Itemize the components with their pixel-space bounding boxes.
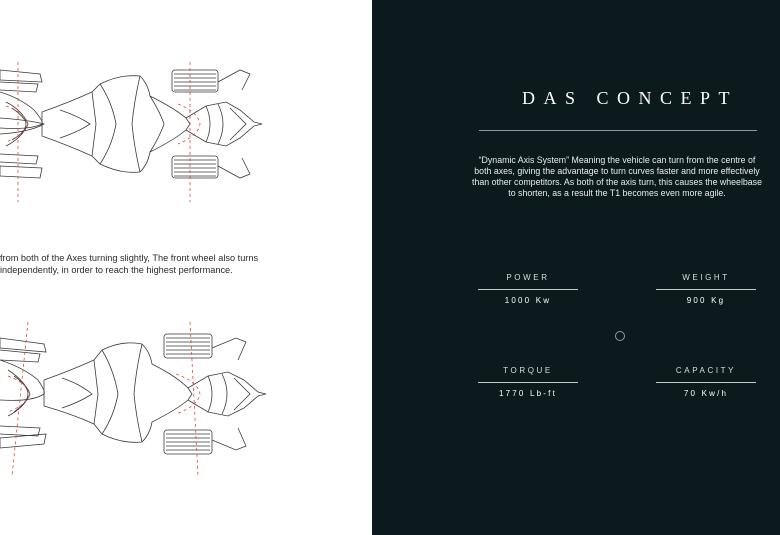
caption-line-1: from both of the Axes turning slightly, The front wheel also turns: [0, 253, 259, 263]
spec-capacity-value: 70 Kw/h: [683, 389, 729, 398]
page-title: DAS CONCEPT: [522, 88, 739, 108]
spec-torque: [478, 366, 578, 398]
spec-capacity-divider: [656, 382, 756, 383]
spec-torque-label: TORQUE: [503, 366, 553, 375]
spec-torque-value: 1770 Lb-ft: [498, 389, 558, 398]
spec-weight: [656, 273, 756, 305]
description-line-3: than other competitors. As both of the axis turn, this causes the wheelbase: [472, 177, 762, 187]
drawing-caption: [0, 253, 372, 276]
spec-weight-label: WEIGHT: [682, 273, 730, 282]
description-line-1: “Dynamic Axis System” Meaning the vehicle can turn from the centre of: [478, 155, 756, 165]
car-top-view-drawing-lower: [0, 318, 372, 478]
spec-capacity: [656, 366, 756, 398]
title-divider: [479, 130, 757, 131]
right-page: [372, 0, 780, 535]
spec-capacity-label: CAPACITY: [675, 366, 737, 375]
spec-power: [478, 273, 578, 305]
left-page: [0, 0, 372, 535]
concept-description: [460, 155, 774, 199]
spec-power-value: 1000 Kw: [504, 296, 552, 305]
car-top-view-drawing-upper: [0, 62, 372, 212]
description-line-2: both axes, giving the advantage to turn curves faster and more effectively: [474, 166, 760, 176]
spec-torque-divider: [478, 382, 578, 383]
circle-icon: [615, 331, 625, 341]
spec-weight-value: 900 Kg: [686, 296, 726, 305]
description-line-4: to shorten, as a result the T1 becomes even more agile.: [508, 188, 726, 198]
spec-power-divider: [478, 289, 578, 290]
caption-line-2: independently, in order to reach the highest performance.: [0, 264, 233, 275]
spec-power-label: POWER: [506, 273, 550, 282]
spec-weight-divider: [656, 289, 756, 290]
